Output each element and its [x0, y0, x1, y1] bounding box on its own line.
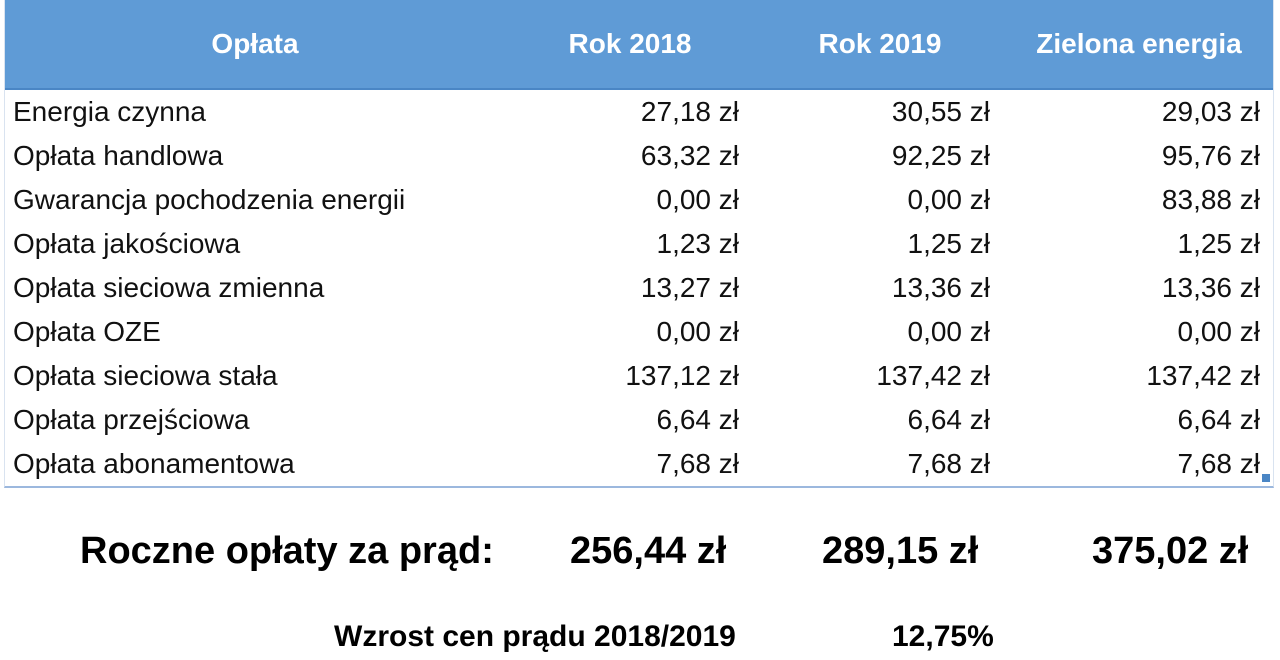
row-green-value: 83,88 zł [1161, 184, 1260, 215]
row-fee-name: Opłata OZE [13, 316, 161, 347]
table-row [5, 310, 1273, 354]
row-fee-name: Opłata sieciowa stała [13, 360, 278, 391]
row-green-value: 1,25 zł [1177, 228, 1260, 259]
growth-value: 12,75% [892, 620, 994, 653]
total-2018: 256,44 zł [570, 530, 727, 572]
total-green-energy: 375,02 zł [1092, 530, 1249, 572]
row-fee-name: Opłata abonamentowa [13, 448, 295, 479]
table-row [5, 266, 1273, 310]
table-row [5, 134, 1273, 178]
table-row [5, 442, 1273, 486]
row-green-value: 13,36 zł [1161, 272, 1260, 303]
header-green-energy: Zielona energia [1036, 28, 1242, 59]
row-2019-value: 137,42 zł [876, 360, 990, 391]
row-green-value: 6,64 zł [1177, 404, 1260, 435]
table-resize-handle[interactable] [1262, 474, 1270, 482]
row-2019-value: 92,25 zł [891, 140, 990, 171]
table-row [5, 398, 1273, 442]
row-fee-name: Opłata przejściowa [13, 404, 250, 435]
row-2019-value: 7,68 zł [907, 448, 990, 479]
header-fee: Opłata [211, 28, 299, 59]
header-2018: Rok 2018 [568, 28, 692, 59]
growth-label: Wzrost cen prądu 2018/2019 [334, 620, 736, 653]
row-2019-value: 30,55 zł [891, 96, 990, 127]
row-2018-value: 6,64 zł [656, 404, 739, 435]
row-2019-value: 13,36 zł [891, 272, 990, 303]
row-green-value: 95,76 zł [1161, 140, 1260, 171]
row-fee-name: Opłata handlowa [13, 140, 224, 171]
annual-totals [0, 530, 1280, 586]
totals-label: Roczne opłaty za prąd: [80, 530, 494, 572]
fee-table [4, 0, 1274, 488]
row-green-value: 0,00 zł [1177, 316, 1260, 347]
row-2018-value: 0,00 zł [656, 184, 739, 215]
total-2019: 289,15 zł [822, 530, 979, 572]
row-2019-value: 0,00 zł [907, 184, 990, 215]
row-green-value: 137,42 zł [1146, 360, 1260, 391]
row-fee-name: Energia czynna [13, 96, 207, 127]
row-2018-value: 13,27 zł [640, 272, 739, 303]
table-row [5, 222, 1273, 266]
row-2018-value: 1,23 zł [656, 228, 739, 259]
row-2018-value: 137,12 zł [625, 360, 739, 391]
row-2019-value: 0,00 zł [907, 316, 990, 347]
row-green-value: 29,03 zł [1161, 96, 1260, 127]
row-2018-value: 7,68 zł [656, 448, 739, 479]
price-growth [0, 620, 1280, 660]
row-fee-name: Opłata sieciowa zmienna [13, 272, 325, 303]
row-2018-value: 63,32 zł [640, 140, 739, 171]
row-green-value: 7,68 zł [1177, 448, 1260, 479]
row-2018-value: 27,18 zł [640, 96, 739, 127]
table-row [5, 354, 1273, 398]
row-fee-name: Gwarancja pochodzenia energii [13, 184, 406, 215]
table-header [5, 0, 1273, 90]
row-2019-value: 6,64 zł [907, 404, 990, 435]
row-2019-value: 1,25 zł [907, 228, 990, 259]
table-row [5, 178, 1273, 222]
table-body [5, 90, 1273, 486]
row-2018-value: 0,00 zł [656, 316, 739, 347]
header-2019: Rok 2019 [818, 28, 942, 59]
row-fee-name: Opłata jakościowa [13, 228, 241, 259]
table-row [5, 90, 1273, 134]
